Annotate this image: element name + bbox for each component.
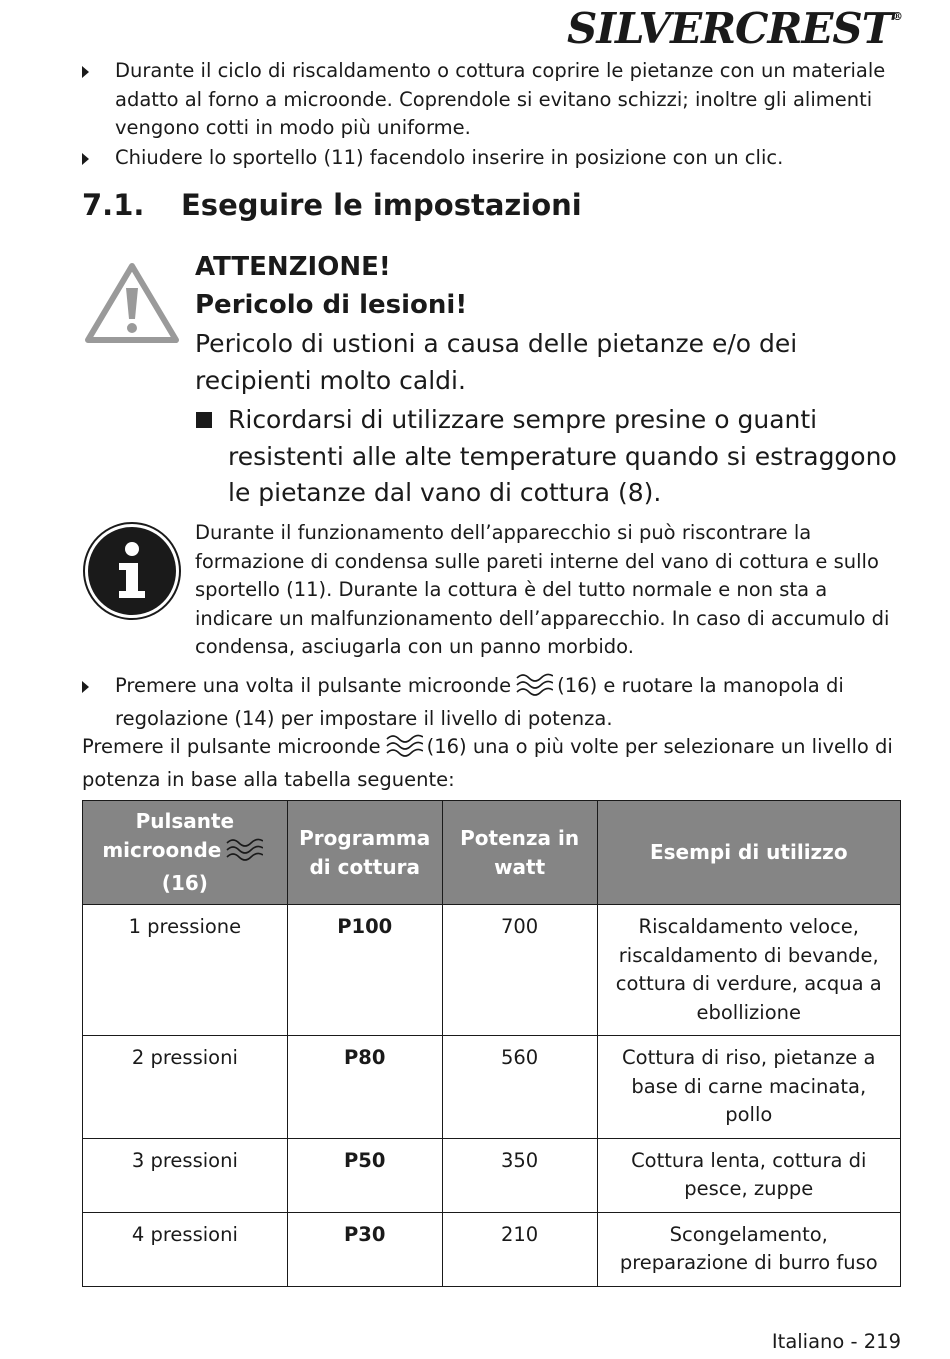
cell-presses: 2 pressioni [83, 1036, 288, 1139]
cell-presses: 4 pressioni [83, 1212, 288, 1286]
cell-presses: 1 pressione [83, 905, 288, 1036]
section-number: 7.1. [82, 188, 145, 222]
step-text [115, 672, 897, 733]
cell-power: 560 [442, 1036, 597, 1139]
brand-logo [567, 4, 902, 53]
cell-program: P80 [287, 1036, 442, 1139]
header-button-line1: Pulsante [135, 809, 235, 833]
warning-list-item [195, 402, 905, 512]
cell-program: P30 [287, 1212, 442, 1286]
cell-program: P100 [287, 905, 442, 1036]
cell-power: 700 [442, 905, 597, 1036]
microwave-waves-icon [515, 672, 553, 705]
step-text-after: (16) e ruotare la manopola di regolazione (14) per impostare il livello di potenza. [115, 674, 844, 730]
cell-usage: Scongelamento, preparazione di burro fuso [597, 1212, 900, 1286]
table-row [83, 1212, 901, 1286]
header-button-line3: (16) [161, 871, 208, 895]
cell-usage: Cottura di riso, pietanze a base di carne macinata, pollo [597, 1036, 900, 1139]
header-button-text: microonde [102, 838, 222, 862]
cell-program: P50 [287, 1138, 442, 1212]
power-level-table [82, 800, 901, 1287]
step-bullet [82, 672, 897, 733]
warning-title [195, 248, 467, 324]
bullet-item [82, 144, 897, 173]
page-footer: Italiano - 219 [771, 1330, 901, 1353]
bullet-item [82, 57, 897, 143]
header-power: Potenza in watt [442, 801, 597, 905]
cell-power: 210 [442, 1212, 597, 1286]
section-title: Eseguire le impostazioni [181, 188, 582, 222]
instruction-paragraph [82, 733, 902, 794]
header-program: Programma di cottura [287, 801, 442, 905]
para-text-after: (16) una o più volte per selezionare un livello di potenza in base alla tabella seguente: [82, 735, 893, 791]
cell-presses: 3 pressioni [83, 1138, 288, 1212]
bullet-arrow-icon [82, 153, 89, 165]
step-text-before: Premere una volta il pulsante microonde [115, 674, 512, 697]
info-icon [82, 521, 182, 625]
info-text: Durante il funzionamento dell’apparecchio si può riscontrare la formazione di condensa sulle pareti interne del vano di cottura e sullo sportello (11). Durante la cottura è del tutto normale e non sta a indicare un malfunzionamento dell’apparecchio. In caso di accumulo di condensa, asciugarla con un panno morbido. [195, 521, 890, 658]
table-row [83, 905, 901, 1036]
header-button [83, 801, 288, 905]
table-header-row [83, 801, 901, 905]
warning-heading: ATTENZIONE! [195, 252, 391, 282]
warning-subheading: Pericolo di lesioni! [195, 290, 468, 320]
registered-mark: ® [892, 10, 902, 23]
para-text-before: Premere il pulsante microonde [82, 735, 381, 758]
warning-triangle-icon [84, 262, 180, 348]
table-row [83, 1036, 901, 1139]
cell-usage: Cottura lenta, cottura di pesce, zuppe [597, 1138, 900, 1212]
warning-item-text: Ricordarsi di utilizzare sempre presine o guanti resistenti alle alte temperature quando si estraggono le pietanze dal vano di cottura (8). [228, 405, 897, 507]
table-row [83, 1138, 901, 1212]
bullet-arrow-icon [82, 681, 89, 693]
bullet-text: Chiudere lo sportello (11) facendolo inserire in posizione con un clic. [115, 146, 784, 169]
square-bullet-icon [196, 412, 212, 428]
cell-power: 350 [442, 1138, 597, 1212]
header-button-line2 [93, 836, 277, 869]
bullet-arrow-icon [82, 66, 89, 78]
cell-usage: Riscaldamento veloce, riscaldamento di bevande, cottura di verdure, acqua a ebollizione [597, 905, 900, 1036]
microwave-waves-icon [225, 837, 263, 869]
bullet-text: Durante il ciclo di riscaldamento o cottura coprire le pietanze con un materiale adatto al forno a microonde. Coprendole si evitano schizzi; inoltre gli alimenti vengono cotti in modo più uniforme. [115, 59, 886, 139]
microwave-waves-icon [385, 733, 423, 766]
warning-text: Pericolo di ustioni a causa delle pietanze e/o dei recipienti molto caldi. [195, 329, 798, 395]
header-usage: Esempi di utilizzo [597, 801, 900, 905]
section-heading [82, 188, 582, 222]
brand-logo-text: SILVERCREST [567, 4, 892, 53]
